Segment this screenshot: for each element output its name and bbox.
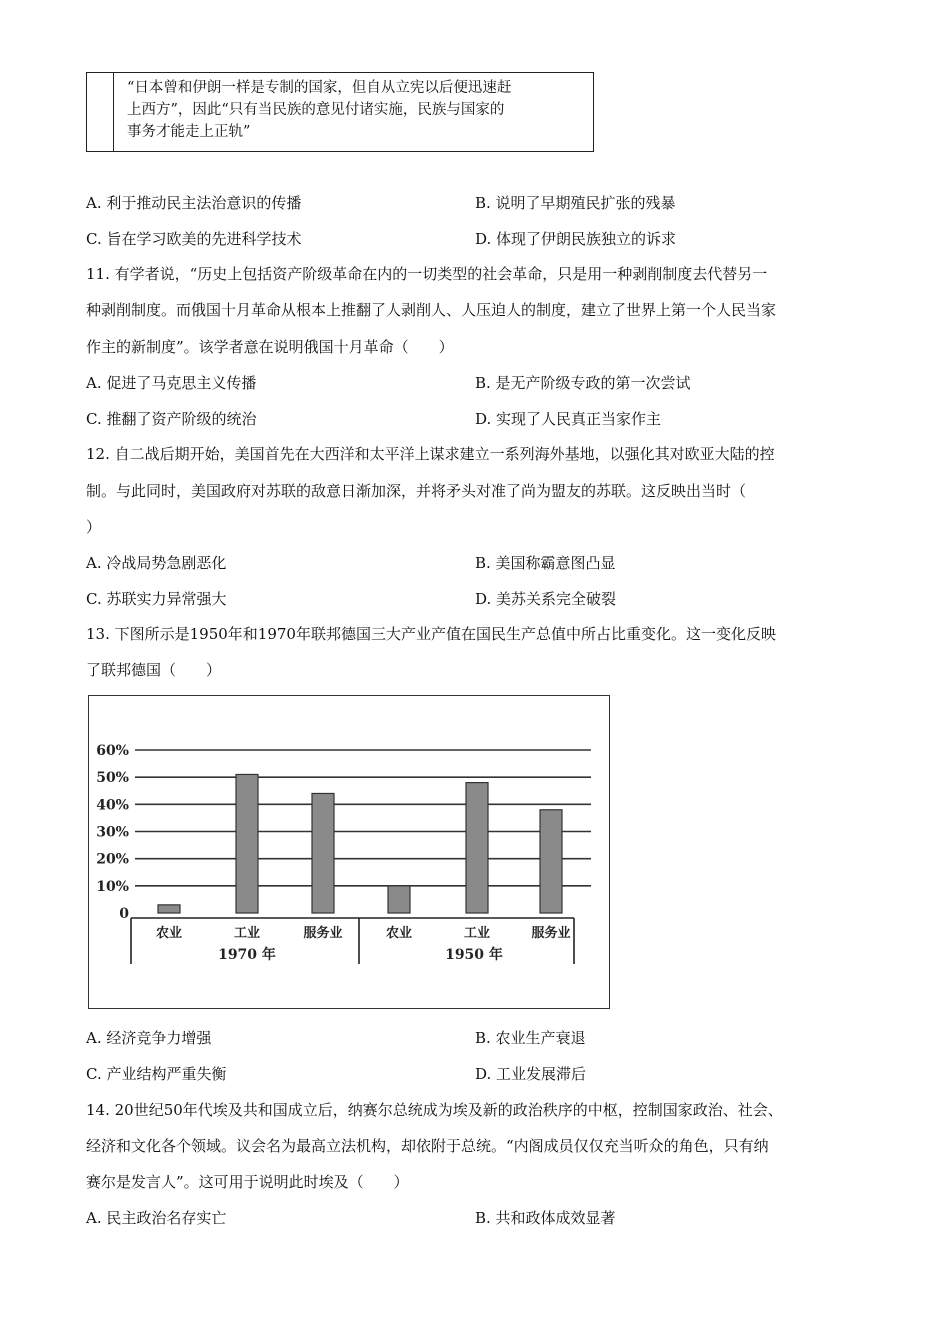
quote-box-sidebar [87,73,114,151]
q12-option-b[interactable]: B. 美国称霸意图凸显 [475,554,616,572]
q14-stem-line: 14. 20世纪50年代埃及共和国成立后，纳赛尔总统成为埃及新的政治秩序的中枢，控制国家政治、社会、 [86,1101,783,1119]
y-tick-label: 30% [96,824,129,841]
q13-stem-line: 13. 下图所示是1950年和1970年联邦德国三大产业产值在国民生产总值中所占比重变化。这一变化反映 [86,625,776,643]
q10-option-b[interactable]: B. 说明了早期殖民扩张的残暴 [475,194,676,212]
q11-option-b[interactable]: B. 是无产阶级专政的第一次尝试 [475,374,691,392]
chart-bar [388,886,410,913]
chart-bar [236,774,258,913]
q13-option-a[interactable]: A. 经济竞争力增强 [86,1029,212,1047]
quote-line: 上西方”，因此“只有当民族的意见付诸实施，民族与国家的 [127,102,505,118]
q11-option-d[interactable]: D. 实现了人民真正当家作主 [475,410,662,428]
category-label: 工业 [463,926,491,941]
q12-stem-line: 12. 自二战后期开始，美国首先在大西洋和太平洋上谋求建立一系列海外基地，以强化其对欧亚大陆的控 [86,445,775,463]
q12-stem-line: 制。与此同时，美国政府对苏联的敌意日渐加深，并将矛头对准了尚为盟友的苏联。这反映出当时（ [86,482,747,500]
q11-option-c[interactable]: C. 推翻了资产阶级的统治 [86,410,257,428]
quote-text [127,77,577,143]
category-label: 农业 [155,926,183,941]
quote-line: 事务才能走上正轨” [127,124,251,140]
chart-bar [466,783,488,913]
category-label: 工业 [233,926,261,941]
chart-bar [158,905,180,913]
q14-stem-line: 赛尔是发言人”。这可用于说明此时埃及（ ） [86,1173,409,1191]
q10-option-c[interactable]: C. 旨在学习欧美的先进科学技术 [86,230,302,248]
q10-option-a[interactable]: A. 利于推动民主法治意识的传播 [86,194,302,212]
group-label: 1950 年 [445,947,503,963]
q11-stem-line: 种剥削制度。而俄国十月革命从根本上推翻了人剥削人、人压迫人的制度，建立了世界上第一个人民当家 [86,301,777,319]
q13-option-c[interactable]: C. 产业结构严重失衡 [86,1065,227,1083]
q14-stem-line: 经济和文化各个领域。议会名为最高立法机构，却依附于总统。“内阁成员仅仅充当听众的角色，只有纳 [86,1137,769,1155]
quote-box [86,72,594,152]
category-label: 服务业 [303,926,343,941]
chart-bar [540,810,562,913]
q12-option-a[interactable]: A. 冷战局势急剧恶化 [86,554,227,572]
y-tick-label: 50% [96,770,129,787]
q11-stem-line: 作主的新制度”。该学者意在说明俄国十月革命（ ） [86,338,454,356]
y-tick-label: 60% [96,743,129,759]
bar-chart [88,695,610,1009]
bar-chart-svg [89,696,611,1010]
q12-option-d[interactable]: D. 美苏关系完全破裂 [475,590,617,608]
q13-option-d[interactable]: D. 工业发展滞后 [475,1065,587,1083]
q12-stem-line: ） [86,518,102,536]
y-tick-label: 20% [96,851,129,868]
q12-option-c[interactable]: C. 苏联实力异常强大 [86,590,227,608]
q14-option-b[interactable]: B. 共和政体成效显著 [475,1209,616,1227]
y-tick-label: 10% [96,878,129,895]
q13-stem-line: 了联邦德国（ ） [86,661,222,679]
q14-option-a[interactable]: A. 民主政治名存实亡 [86,1209,227,1227]
group-label: 1970 年 [218,947,276,963]
category-label: 服务业 [531,926,571,941]
chart-bar [312,793,334,913]
y-tick-label: 0 [119,906,129,922]
q13-option-b[interactable]: B. 农业生产衰退 [475,1029,586,1047]
category-label: 农业 [385,926,413,941]
q11-option-a[interactable]: A. 促进了马克思主义传播 [86,374,257,392]
q10-option-d[interactable]: D. 体现了伊朗民族独立的诉求 [475,230,677,248]
q11-stem-line: 11. 有学者说，“历史上包括资产阶级革命在内的一切类型的社会革命，只是用一种剥削制度去代替另一 [86,265,768,283]
quote-line: “日本曾和伊朗一样是专制的国家，但自从立宪以后便迅速赶 [127,80,512,96]
y-tick-label: 40% [96,797,129,814]
